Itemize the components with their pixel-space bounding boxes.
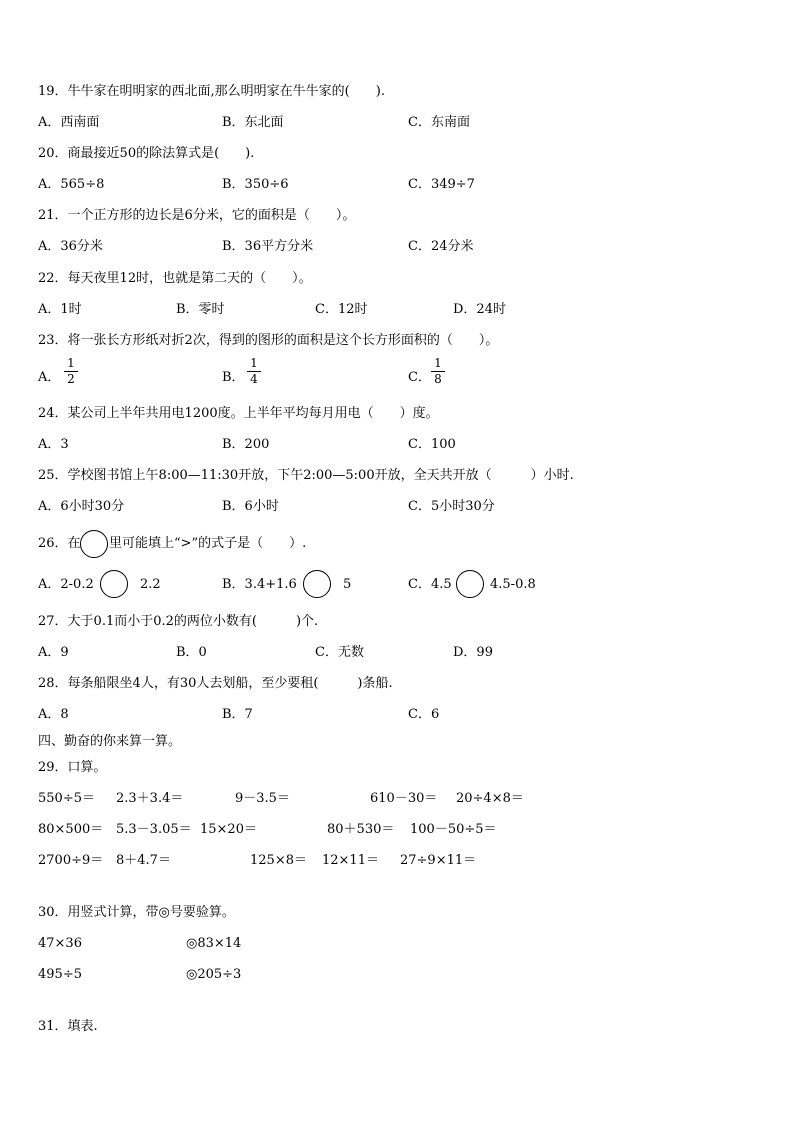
q27-option-a: A．9 — [38, 645, 69, 660]
blank-circle-icon — [456, 570, 484, 598]
q21-option-b: B．36平方分米 — [222, 239, 314, 254]
q29-item: 15×20＝ — [200, 822, 257, 837]
q29-item: 20÷4×8＝ — [456, 791, 524, 806]
q23-option-b-letter: B． — [222, 370, 245, 385]
q25-option-c: C．5小时30分 — [408, 499, 495, 514]
q26-option-b-left: B．3.4+1.6 — [222, 577, 297, 592]
blank-circle-icon — [100, 570, 128, 598]
q29-item: 9－3.5＝ — [235, 791, 290, 806]
question-28-stem: 28．每条船限坐4人，有30人去划船，至少要租( )条船. — [38, 676, 393, 691]
q26-option-c-right: 4.5-0.8 — [490, 577, 536, 592]
q23-option-b-fraction — [247, 357, 261, 386]
question-29-title: 29．口算。 — [38, 760, 107, 775]
question-31-title: 31．填表. — [38, 1019, 98, 1034]
q26-option-b-right: 5 — [343, 577, 352, 592]
question-23-stem: 23．将一张长方形纸对折2次，得到的图形的面积是这个长方形面积的（ ）。 — [38, 333, 499, 348]
q20-option-a: A．565÷8 — [38, 177, 105, 192]
q29-item: 550÷5＝ — [38, 791, 95, 806]
q25-option-b: B．6小时 — [222, 499, 279, 514]
q27-option-c: C．无数 — [315, 645, 364, 660]
section-4-heading: 四、勤奋的你来算一算。 — [38, 734, 182, 749]
q30-item: 47×36 — [38, 936, 82, 951]
question-26-stem-before: 26．在 — [38, 536, 81, 551]
q29-item: 12×11＝ — [322, 853, 379, 868]
q26-option-a-right: 2.2 — [140, 577, 161, 592]
q29-item: 27÷9×11＝ — [400, 853, 477, 868]
q23-option-c-letter: C． — [408, 370, 431, 385]
q19-option-b: B．东北面 — [222, 115, 284, 130]
q29-item: 8＋4.7＝ — [116, 853, 171, 868]
q30-item: 495÷5 — [38, 967, 82, 982]
q29-item: 125×8＝ — [250, 853, 307, 868]
q21-option-c: C．24分米 — [408, 239, 474, 254]
q20-option-b: B．350÷6 — [222, 177, 289, 192]
q23-option-b-denominator: 4 — [250, 372, 258, 386]
question-30-title: 30．用竖式计算，带◎号要验算。 — [38, 905, 235, 920]
q20-option-c: C．349÷7 — [408, 177, 475, 192]
q22-option-a: A．1时 — [38, 302, 82, 317]
q26-option-c-left: C．4.5 — [408, 577, 452, 592]
q29-item: 2700÷9＝ — [38, 853, 104, 868]
blank-circle-icon — [303, 570, 331, 598]
q29-item: 5.3－3.05＝ — [116, 822, 192, 837]
q26-option-a-left: A．2-0.2 — [38, 577, 94, 592]
q24-option-c: C．100 — [408, 437, 456, 452]
q22-option-b: B．零时 — [176, 302, 225, 317]
q19-option-c: C．东南面 — [408, 115, 470, 130]
q23-option-c-numerator: 1 — [434, 356, 442, 370]
question-20-stem: 20．商最接近50的除法算式是( ). — [38, 146, 255, 161]
q19-option-a: A．西南面 — [38, 115, 100, 130]
question-24-stem: 24．某公司上半年共用电1200度。上半年平均每月用电（ ）度。 — [38, 406, 439, 421]
q22-option-d: D．24时 — [453, 302, 506, 317]
q22-option-c: C．12时 — [315, 302, 368, 317]
q23-option-a-numerator: 1 — [67, 356, 75, 370]
q29-item: 80×500＝ — [38, 822, 104, 837]
q25-option-a: A．6小时30分 — [38, 499, 125, 514]
q28-option-c: C．6 — [408, 707, 440, 722]
q23-option-c-fraction — [431, 357, 445, 386]
q28-option-a: A．8 — [38, 707, 69, 722]
q24-option-a: A．3 — [38, 437, 69, 452]
question-19-stem: 19．牛牛家在明明家的西北面,那么明明家在牛牛家的( ). — [38, 84, 385, 99]
q29-item: 80＋530＝ — [327, 822, 395, 837]
blank-circle-icon — [80, 530, 108, 558]
q27-option-d: D．99 — [453, 645, 493, 660]
question-25-stem: 25．学校图书馆上午8:00—11:30开放，下午2:00—5:00开放，全天共开放（ ）小时. — [38, 468, 574, 483]
q23-option-a-letter: A． — [38, 370, 61, 385]
q23-option-c-denominator: 8 — [434, 372, 442, 386]
q30-item: ◎83×14 — [186, 936, 242, 951]
q29-item: 610－30＝ — [370, 791, 438, 806]
q21-option-a: A．36分米 — [38, 239, 103, 254]
question-21-stem: 21．一个正方形的边长是6分米，它的面积是（ ）。 — [38, 208, 356, 223]
q29-item: 100－50÷5＝ — [410, 822, 497, 837]
q29-item: 2.3＋3.4＝ — [116, 791, 184, 806]
q27-option-b: B．0 — [176, 645, 207, 660]
q23-option-a-denominator: 2 — [67, 372, 75, 386]
q30-item: ◎205÷3 — [186, 967, 242, 982]
q23-option-a-fraction — [64, 357, 78, 386]
q23-option-b-numerator: 1 — [250, 356, 258, 370]
question-27-stem: 27．大于0.1而小于0.2的两位小数有( )个. — [38, 614, 319, 629]
q24-option-b: B．200 — [222, 437, 270, 452]
question-22-stem: 22．每天夜里12时，也就是第二天的（ ）。 — [38, 271, 312, 286]
q28-option-b: B．7 — [222, 707, 253, 722]
question-26-stem-after: 里可能填上“>”的式子是（ ）. — [109, 536, 307, 551]
